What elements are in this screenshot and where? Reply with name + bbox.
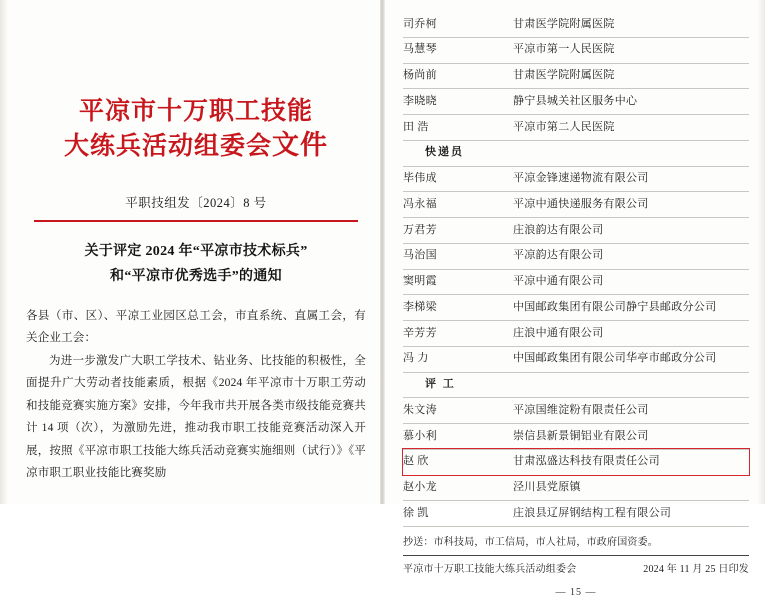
footer-issuer: 平凉市十万职工技能大练兵活动组委会 [403, 564, 577, 575]
document-title [26, 240, 366, 289]
table-row [403, 398, 749, 424]
row-org: 崇信县新景铜铝业有限公司 [513, 424, 749, 450]
row-name: 慕小利 [403, 424, 513, 450]
row-name: 马治国 [403, 243, 513, 269]
table-row [403, 295, 749, 321]
table-row [403, 243, 749, 269]
page-number: — 15 — [555, 587, 597, 598]
row-name: 冯永福 [403, 192, 513, 218]
document-footer [403, 555, 749, 575]
page-edge-shadow-left [0, 0, 8, 504]
section-label: 快递员 [403, 140, 513, 166]
document-title-line-2: 和“平凉市优秀选手”的通知 [110, 268, 282, 284]
row-name: 李梯梁 [403, 295, 513, 321]
winner-name-table [403, 12, 749, 527]
row-name: 冯 力 [403, 346, 513, 372]
masthead-line-1: 平凉市十万职工技能 [78, 98, 313, 125]
table-row [403, 63, 749, 89]
document-title-line-1: 关于评定 2024 年“平凉市技术标兵” [84, 244, 308, 259]
table-row [403, 501, 749, 527]
row-name: 万君芳 [403, 218, 513, 244]
row-org: 庄浪县辽屏钢结构工程有限公司 [513, 501, 749, 527]
right-page-content [403, 12, 749, 598]
row-org: 甘肃医学院附属医院 [513, 12, 749, 37]
table-row [403, 424, 749, 450]
masthead-line-2-suffix: 文件 [272, 130, 328, 160]
row-org: 平凉国维淀粉有限责任公司 [513, 398, 749, 424]
section-empty [513, 372, 749, 398]
table-section-header [403, 372, 749, 398]
row-name: 窦明霞 [403, 269, 513, 295]
table-row [403, 115, 749, 141]
row-name: 朱文涛 [403, 398, 513, 424]
row-org: 平凉中通有限公司 [513, 269, 749, 295]
red-separator-line [34, 220, 358, 222]
table-row [403, 475, 749, 501]
row-org: 泾川县党原镇 [513, 475, 749, 501]
section-empty [513, 140, 749, 166]
table-row [403, 37, 749, 63]
row-org: 中国邮政集团有限公司华亭市邮政分公司 [513, 346, 749, 372]
table-row [403, 192, 749, 218]
row-name: 赵 欣 [403, 449, 513, 475]
left-page-content [26, 10, 366, 496]
masthead-line-2 [26, 128, 366, 163]
footer-date: 2024 年 11 月 25 日印发 [643, 564, 749, 575]
table-row [403, 346, 749, 372]
row-org: 平凉韵达有限公司 [513, 243, 749, 269]
row-org: 庄浪韵达有限公司 [513, 218, 749, 244]
winner-name-table-body [403, 12, 749, 527]
table-row-highlighted [403, 449, 749, 475]
right-page [385, 0, 765, 598]
document-body [26, 305, 366, 484]
left-page [0, 0, 380, 504]
body-paragraph-2: 为进一步激发广大职工学技术、钻业务、比技能的积极性，全面提升广大劳动者技能素质，根据《2024 年平凉市十万职工劳动和技能竞赛实施方案》安排，今年我市共开展各类市级技能竞赛共计 14 项（次），为激励先进，推动我市职工技能竞赛活动深入开展，按照《平凉市职工技能大练兵活动竞赛实施细则（试行）》《平凉市职工职业技能比赛奖励 [26, 354, 366, 479]
row-name: 田 浩 [403, 115, 513, 141]
table-row [403, 218, 749, 244]
row-org: 平凉市第一人民医院 [513, 37, 749, 63]
row-org: 庄浪中通有限公司 [513, 321, 749, 347]
row-name: 杨尚前 [403, 63, 513, 89]
body-paragraph-1: 各县（市、区）、平凉工业园区总工会，市直系统、直属工会，有关企业工会： [26, 310, 366, 345]
row-name: 徐 凯 [403, 501, 513, 527]
table-row [403, 12, 749, 37]
row-name: 辛芳芳 [403, 321, 513, 347]
table-section-header [403, 140, 749, 166]
row-name: 赵小龙 [403, 475, 513, 501]
row-name: 毕伟成 [403, 166, 513, 192]
page-edge-shadow-right [757, 0, 765, 504]
row-org: 中国邮政集团有限公司静宁县邮政分公司 [513, 295, 749, 321]
masthead-line-2-text: 大练兵活动组委会 [63, 133, 272, 160]
table-row [403, 269, 749, 295]
row-org: 平凉中通快递服务有限公司 [513, 192, 749, 218]
row-org: 平凉金锋速递物流有限公司 [513, 166, 749, 192]
row-org: 甘肃医学院附属医院 [513, 63, 749, 89]
distribution-note: 抄送：市科技局，市工信局，市人社局，市政府国资委。 [403, 537, 658, 548]
table-row [403, 166, 749, 192]
row-org: 甘肃泓盛达科技有限责任公司 [513, 449, 749, 475]
row-name: 李晓晓 [403, 89, 513, 115]
row-org: 静宁县城关社区服务中心 [513, 89, 749, 115]
row-name: 司乔柯 [403, 12, 513, 37]
row-name: 马慧琴 [403, 37, 513, 63]
section-label: 评 工 [403, 372, 513, 398]
row-org: 平凉市第二人民医院 [513, 115, 749, 141]
table-row [403, 321, 749, 347]
document-masthead [26, 96, 366, 163]
table-row [403, 89, 749, 115]
document-number: 平职技组发〔2024〕8 号 [125, 196, 267, 210]
